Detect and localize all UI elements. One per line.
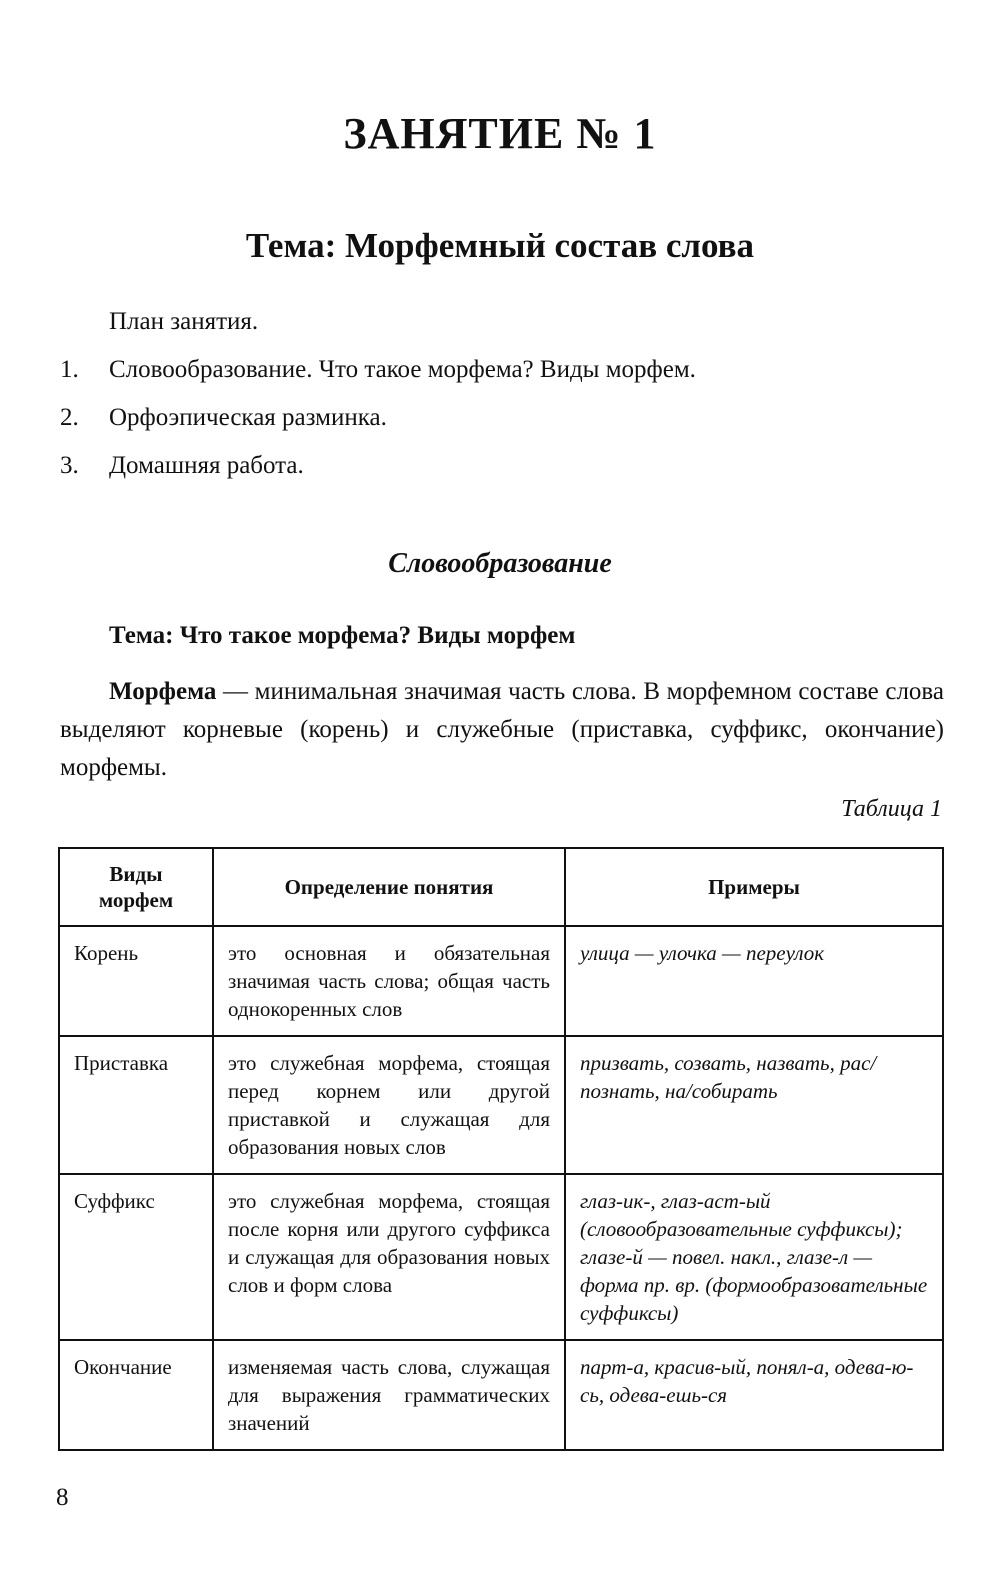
plan-item-text: Орфоэпическая разминка. <box>109 404 387 431</box>
morpheme-type-cell: Окончание <box>59 1340 213 1450</box>
plan-item-number: 2. <box>60 404 79 431</box>
table-caption: Таблица 1 <box>841 796 942 822</box>
plan-item-number: 1. <box>60 356 79 383</box>
examples-cell: улица — улочка — переулок <box>565 926 943 1036</box>
plan-item-number: 3. <box>60 452 79 479</box>
morpheme-type-cell: Корень <box>59 926 213 1036</box>
table-row <box>59 1036 943 1174</box>
table-row <box>59 1174 943 1340</box>
plan-item <box>60 450 696 498</box>
lesson-title: ЗАНЯТИЕ № 1 <box>343 109 657 158</box>
plan-item-text: Словообразование. Что такое морфема? Виды морфем. <box>109 356 696 383</box>
header-definition: Определение понятия <box>213 848 565 926</box>
definition-paragraph <box>60 673 944 787</box>
topic-title: Тема: Что такое морфема? Виды морфем <box>109 622 576 649</box>
examples-cell: глаз-ик-, глаз-аст-ый (словообразовательные суффиксы); глазе-й — повел. накл., глазе-л — форма пр. вр. (формообразовательные суффиксы) <box>565 1174 943 1340</box>
definition-cell: это служебная морфема, стоящая после корня или другого суффикса и служащая для образования новых слов и форм слова <box>213 1174 565 1340</box>
morpheme-type-cell: Суффикс <box>59 1174 213 1340</box>
page-number: 8 <box>56 1484 69 1511</box>
definition-term: Морфема <box>109 678 217 705</box>
header-examples: Примеры <box>565 848 943 926</box>
plan-heading: План занятия. <box>109 308 259 335</box>
section-title: Словообразование <box>388 548 612 579</box>
definition-cell: это основная и обязательная значимая часть слова; общая часть однокоренных слов <box>213 926 565 1036</box>
examples-cell: призвать, созвать, назвать, рас/познать, на/собирать <box>565 1036 943 1174</box>
definition-cell: это служебная морфема, стоящая перед корнем или другой приставкой и служащая для образования новых слов <box>213 1036 565 1174</box>
morpheme-type-cell: Приставка <box>59 1036 213 1174</box>
lesson-topic: Тема: Морфемный состав слова <box>245 226 755 265</box>
table-header-row <box>59 848 943 926</box>
table-row <box>59 1340 943 1450</box>
definition-text: — минимальная значимая часть слова. В морфемном составе слова выделяют корневые (корень) и служебные (приставка, суффикс, окончание) морфемы. <box>60 678 944 781</box>
table-row <box>59 926 943 1036</box>
morpheme-table <box>58 847 944 1451</box>
examples-cell: парт-а, красив-ый, понял-а, одева-ю-сь, одева-ешь-ся <box>565 1340 943 1450</box>
plan-item-text: Домашняя работа. <box>109 452 304 479</box>
plan-list <box>60 354 696 498</box>
header-morpheme-type: Виды морфем <box>59 848 213 926</box>
plan-item <box>60 354 696 402</box>
definition-cell: изменяемая часть слова, служащая для выражения грамматических значений <box>213 1340 565 1450</box>
plan-item <box>60 402 696 450</box>
